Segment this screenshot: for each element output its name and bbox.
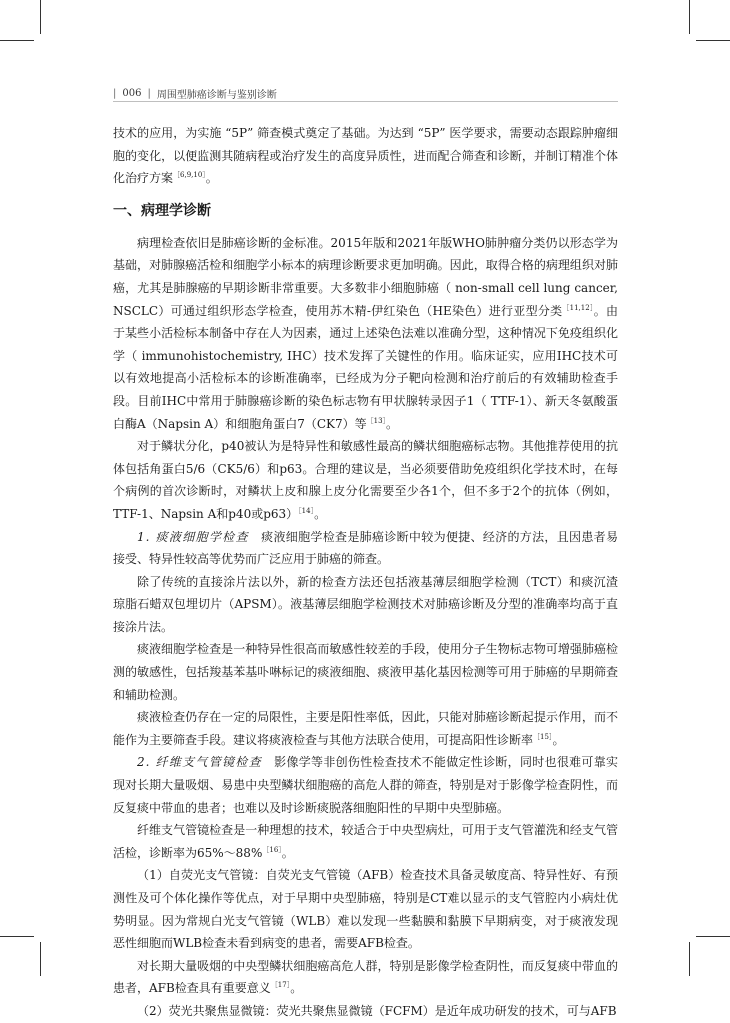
paragraph-text: 。 [552, 732, 565, 747]
citation: ［14］ [298, 506, 315, 515]
paragraph-text: 。 [386, 416, 399, 431]
paragraph: （1）自荧光支气管镜：自荧光支气管镜（AFB）检查技术具备灵敏度高、特异性好、有预测性及可个体化操作等优点，对于早期中央型肺癌，特别是CT难以显示的支气管腔内小病灶优势明显。因为常规白光支气管镜（WLB）难以发现一些黏膜和黏膜下早期病变，对于痰液发现恶性细胞而WLB检查未看到病变的患者，需要AFB检查。 [113, 868, 618, 951]
page-body [113, 122, 618, 1023]
crop-mark-top-left-h [0, 40, 34, 41]
section-heading: 一、病理学诊断 [113, 202, 211, 219]
paragraph-text: 对于鳞状分化，p40被认为是特异性和敏感性最高的鳞状细胞癌标志物。其他推荐使用的抗体包括角蛋白5/6（CK5/6）和p63。合理的建议是，当必须要借助免疫组织化学技术时，在每个病例的首次诊断时，对鳞状上皮和腺上皮分化需要至少各1个，但不多于2个的抗体（例如，TTF-1、Napsin A和p40或p63） [113, 439, 618, 521]
crop-mark-bottom-left-h [0, 936, 34, 937]
paragraph [113, 706, 618, 751]
paragraph: 除了传统的直接涂片法以外，新的检查方法还包括液基薄层细胞学检测（TCT）和痰沉渣琼脂石蜡双包埋切片（APSM）。液基薄层细胞学检测技术对肺癌诊断及分型的准确率均高于直接涂片法。 [113, 574, 618, 634]
crop-mark-bottom-left-v [40, 942, 41, 976]
paragraph: （2）荧光共聚焦显微镜：荧光共聚焦显微镜（FCFM）是近年成功研发的技术，可与AFB [137, 1003, 617, 1018]
crop-mark-bottom-right-v [689, 942, 690, 976]
paragraph-text: 对长期大量吸烟的中央型鳞状细胞癌高危人群，特别是影像学检查阴性，而反复痰中带血的患者，AFB检查具有重要意义 [113, 958, 618, 996]
paragraph [113, 819, 618, 864]
paragraph [113, 751, 618, 819]
paragraph-text: 痰液细胞学检查是肺癌诊断中较为便捷、经济的方法，且因患者易接受、特异性较高等优势而广泛应用于肺癌的筛查。 [113, 529, 619, 567]
paragraph [113, 122, 618, 190]
paragraph-text: 纤维支气管镜检查是一种理想的技术，较适合于中央型病灶，可用于支气管灌洗和经支气管活检，诊断率为65%～88% [113, 823, 618, 860]
paragraph [113, 232, 618, 435]
header-rule [113, 101, 618, 102]
paragraph [113, 955, 618, 1000]
paragraph: 痰液细胞学检查是一种特异性很高而敏感性较差的手段，使用分子生物标志物可增强肺癌检测的敏感性，包括羧基苯基卟啉标记的痰液细胞、痰液甲基化基因检测等可用于肺癌的早期筛查和辅助检测。 [113, 642, 618, 702]
crop-mark-top-right-v [689, 0, 690, 34]
subsection-label: 2. 纤维支气管镜检查 [137, 755, 262, 770]
paragraph-text: 。由于某些小活检标本制备中存在人为因素，通过上述染色法难以准确分型，这种情况下免疫组织化学（ immunohistochemistry, IHC）技术发挥了关键性的作用。临床证实，应用IHC技术可以有效地提高小活检标本的诊断准确率，已经成为分子靶向检测和治疗前后的有效辅助检查手段。目前IHC中常用于肺腺癌诊断的染色标志物有甲状腺转录因子1（ TTF-1）、新天冬氨酸蛋白酶A（Napsin A）和细胞角蛋白7（CK7）等 [113, 303, 618, 431]
paragraph-text: 影像学等非创伤性检查技术不能做定性诊断，同时也很难可靠实现对长期大量吸烟、易患中央型鳞状细胞癌的高危人群的筛查，特别是对于影像学检查阴性，而反复痰中带血的患者；也难以及时诊断痰脱落细胞阳性的早期中央型肺癌。 [113, 755, 618, 815]
citation: ［17］ [270, 981, 291, 990]
crop-mark-top-right-h [696, 40, 730, 41]
paragraph-text: 技术的应用，为实施 “5P” 筛查模式奠定了基础。为达到 “5P” 医学要求，需要动态跟踪肿瘤细胞的变化，以便监测其随病程或治疗发生的高度异质性，进而配合筛查和诊断，并制订精准个体化治疗方案 [113, 126, 618, 186]
crop-mark-bottom-right-h [696, 936, 730, 937]
book-title: 周围型肺癌诊断与鉴别诊断 [156, 90, 277, 101]
paragraph-text: 病理检查依旧是肺癌诊断的金标准。2015年版和2021年版WHO肺肿瘤分类仍以形态学为基础，对肺腺癌活检和细胞学小标本的病理诊断要求更加明确。因此，取得合格的病理组织对肺癌，尤其是肺腺癌的早期诊断非常重要。大多数非小细胞肺癌（ non-small cell lung cancer, NSCLC）可通过组织形态学检查，使用苏木精-伊红染色（HE染色）进行亚型分类 [113, 235, 618, 318]
paragraph [113, 526, 618, 571]
citation: ［16］ [262, 845, 282, 854]
header-divider: | [113, 88, 117, 99]
paragraph-text: 。 [290, 981, 303, 996]
page-number: 006 [122, 88, 142, 99]
citation: ［15］ [533, 732, 553, 741]
paragraph [113, 435, 618, 525]
citation: ［11,12］ [562, 303, 594, 312]
crop-mark-top-left-v [40, 0, 41, 34]
paragraph-text: 。 [281, 845, 294, 860]
citation: ［13］ [366, 416, 387, 425]
header-divider: | [147, 88, 151, 99]
paragraph-text: 痰液检查仍存在一定的局限性，主要是阳性率低，因此，只能对肺癌诊断起提示作用，而不能作为主要筛查手段。建议将痰液检查与其他方法联合使用，可提高阳性诊断率 [113, 710, 618, 747]
citation: ［6,9,10］ [173, 171, 206, 180]
subsection-label: 1. 痰液细胞学检查 [137, 529, 249, 544]
running-header [113, 86, 618, 101]
paragraph-text: 。 [314, 506, 327, 521]
paragraph-text: 。 [205, 171, 218, 186]
